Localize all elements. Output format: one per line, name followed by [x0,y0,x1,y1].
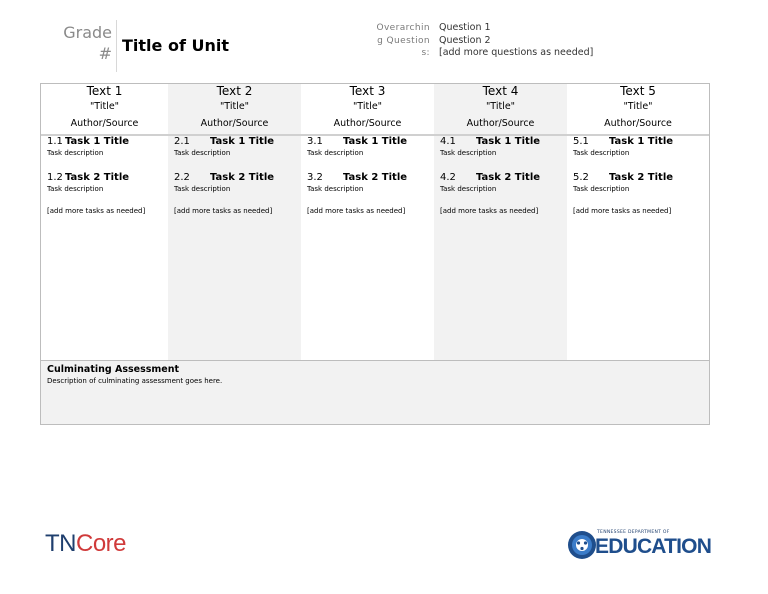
add-more-tasks: [add more tasks as needed] [573,207,672,215]
text-title: "Title" [623,101,653,112]
column-header [567,84,709,136]
task-item [168,172,301,194]
task-description: Task description [573,149,630,157]
task-item [41,136,168,158]
text-name: Text 1 [86,84,123,98]
task-item [567,172,709,194]
tncore-logo-core: Core [76,530,127,557]
tncore-logo-tn: TN [45,530,76,557]
task-number: 2.2 [174,172,190,183]
task-title: Task 1 Title [476,136,541,147]
culminating-title: Culminating Assessment [47,364,180,375]
text-name: Text 3 [349,84,386,98]
header-rule [41,134,709,136]
task-description: Task description [440,185,497,193]
text-column-5 [567,84,709,360]
text-column-1 [41,84,168,360]
grade-label: Grade # [63,23,112,63]
add-more-tasks: [add more tasks as needed] [440,207,539,215]
text-title: "Title" [219,101,250,112]
question-item: Question 1 [439,22,491,33]
task-number: 2.1 [174,136,190,147]
text-source: Author/Source [333,118,402,129]
task-description: Task description [440,149,497,157]
column-header [168,84,301,136]
task-description: Task description [47,149,104,157]
text-source: Author/Source [200,118,269,129]
task-title: Task 2 Title [343,172,408,183]
task-title: Task 1 Title [343,136,408,147]
add-more-tasks: [add more tasks as needed] [47,207,146,215]
text-column-2 [168,84,301,360]
text-columns [41,84,709,360]
task-title: Task 1 Title [65,136,130,147]
task-title: Task 2 Title [476,172,541,183]
task-item [434,172,567,194]
text-column-4 [434,84,567,360]
header-divider [116,20,117,72]
text-name: Text 5 [620,84,656,98]
task-title: Task 2 Title [210,172,275,183]
unit-table [40,83,710,425]
task-title: Task 1 Title [609,136,674,147]
task-title: Task 2 Title [609,172,674,183]
task-item [567,136,709,158]
culminating-assessment [41,360,709,424]
task-number: 5.2 [573,172,589,183]
text-source: Author/Source [466,118,535,129]
text-title: "Title" [352,101,383,112]
task-number: 1.1 [47,136,63,147]
add-more-tasks: [add more tasks as needed] [307,207,406,215]
task-description: Task description [573,185,630,193]
doe-department-text: TENNESSEE DEPARTMENT OF [597,530,670,535]
text-name: Text 4 [482,84,519,98]
task-title: Task 2 Title [65,172,130,183]
column-header [301,84,434,136]
task-description: Task description [307,185,364,193]
unit-title: Title of Unit [122,36,229,55]
task-item [301,172,434,194]
task-number: 3.1 [307,136,323,147]
tn-education-logo [567,528,727,562]
task-description: Task description [47,185,104,193]
task-item [434,136,567,158]
question-item: Question 2 [439,34,491,46]
task-title: Task 1 Title [210,136,275,147]
culminating-description: Description of culminating assessment goes here. [47,377,223,385]
doe-education-text: EDUCATION [595,535,712,558]
task-number: 3.2 [307,172,323,183]
add-more-tasks: [add more tasks as needed] [174,207,273,215]
tennessee-seal-icon [567,530,597,560]
column-header [41,84,168,136]
text-column-3 [301,84,434,360]
column-header [434,84,567,136]
tncore-logo [45,530,126,558]
task-item [41,172,168,194]
overarching-questions-list [439,22,593,60]
text-source: Author/Source [604,118,672,129]
text-name: Text 2 [216,84,253,98]
task-item [301,136,434,158]
task-description: Task description [174,185,231,193]
text-source: Author/Source [70,118,139,129]
task-description: Task description [174,149,231,157]
text-title: "Title" [485,101,516,112]
task-number: 5.1 [573,136,589,147]
text-title: "Title" [89,101,120,112]
overarching-questions-label: Overarching Questions: [376,23,430,58]
task-item [168,136,301,158]
task-number: 4.1 [440,136,456,147]
task-description: Task description [307,149,364,157]
question-item: [add more questions as needed] [439,47,594,58]
task-number: 1.2 [47,172,63,183]
task-number: 4.2 [440,172,456,183]
